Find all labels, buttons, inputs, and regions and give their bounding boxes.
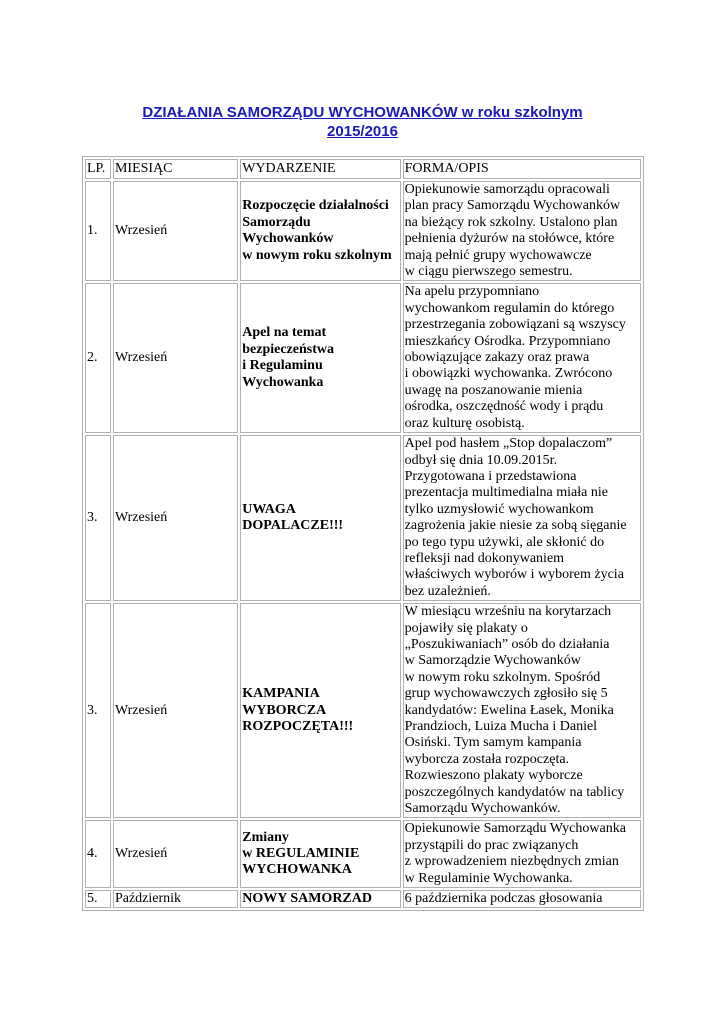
cell-month: Wrzesień [113,603,238,818]
cell-lp: 5. [85,890,111,908]
cell-event: KAMPANIA WYBORCZA ROZPOCZĘTA!!! [240,603,400,818]
table-row [85,435,641,601]
table-row [85,890,641,908]
table-row [85,820,641,888]
cell-month: Październik [113,890,238,908]
cell-event: Rozpoczęcie działalności Samorządu Wychowanków w nowym roku szkolnym [240,181,400,281]
cell-description: Apel pod hasłem „Stop dopalaczom” odbył się dnia 10.09.2015r. Przygotowana i przedstawiona prezentacja multimedialna miała nie tylko uzmysłowić wychowankom zagrożenia jakie niesie za sobą sięganie po tego typu używki, ale skłonić do refleksji nad dokonywaniem właściwych wyborów i wyborem życia bez uzależnień. [403,435,641,601]
cell-month: Wrzesień [113,435,238,601]
cell-lp: 2. [85,283,111,433]
cell-description: Na apelu przypomniano wychowankom regulamin do którego przestrzegania zobowiązani są wszyscy mieszkańcy Ośrodka. Przypomniano obowiązujące zakazy oraz prawa i obowiązki wychowanka. Zwrócono uwagę na poszanowanie mienia ośrodka, oszczędność wody i prądu oraz kulturę osobistą. [403,283,641,433]
table-header-row [85,159,641,179]
cell-description: Opiekunowie Samorządu Wychowanka przystąpili do prac związanych z wprowadzeniem niezbędnych zmian w Regulaminie Wychowanka. [403,820,641,888]
cell-event: NOWY SAMORZAD [240,890,400,908]
cell-description: Opiekunowie samorządu opracowali plan pracy Samorządu Wychowanków na bieżący rok szkolny. Ustalono plan pełnienia dyżurów na stołówce, które mają pełnić grupy wychowawcze w ciągu pierwszego semestru. [403,181,641,281]
table-row [85,181,641,281]
cell-description: W miesiącu wrześniu na korytarzach pojawiły się plakaty o „Poszukiwaniach” osób do działania w Samorządzie Wychowanków w nowym roku szkolnym. Spośród grup wychowawczych zgłosiło się 5 kandydatów: Ewelina Łasek, Monika Prandzioch, Luiza Mucha i Daniel Osiński. Tym samym kampania wyborcza została rozpoczęta. Rozwieszono plakaty wyborcze poszczególnych kandydatów na tablicy Samorządu Wychowanków. [403,603,641,818]
cell-event: Apel na temat bezpieczeństwa i Regulaminu Wychowanka [240,283,400,433]
cell-lp: 3. [85,603,111,818]
header-description: FORMA/OPIS [403,159,641,179]
cell-description: 6 października podczas głosowania [403,890,641,908]
header-month: MIESIĄC [113,159,238,179]
cell-event: UWAGA DOPALACZE!!! [240,435,400,601]
cell-month: Wrzesień [113,181,238,281]
cell-month: Wrzesień [113,820,238,888]
table-row [85,283,641,433]
cell-event: Zmiany w REGULAMINIE WYCHOWANKA [240,820,400,888]
cell-lp: 4. [85,820,111,888]
cell-lp: 1. [85,181,111,281]
table-row [85,603,641,818]
activities-table [82,156,644,911]
title-line-1: DZIAŁANIA SAMORZĄDU WYCHOWANKÓW w roku szkolnym [142,104,583,121]
header-event: WYDARZENIE [240,159,400,179]
cell-lp: 3. [85,435,111,601]
cell-month: Wrzesień [113,283,238,433]
header-lp: LP. [85,159,111,179]
title-line-2: 2015/2016 [327,123,398,140]
document-title [100,103,625,141]
